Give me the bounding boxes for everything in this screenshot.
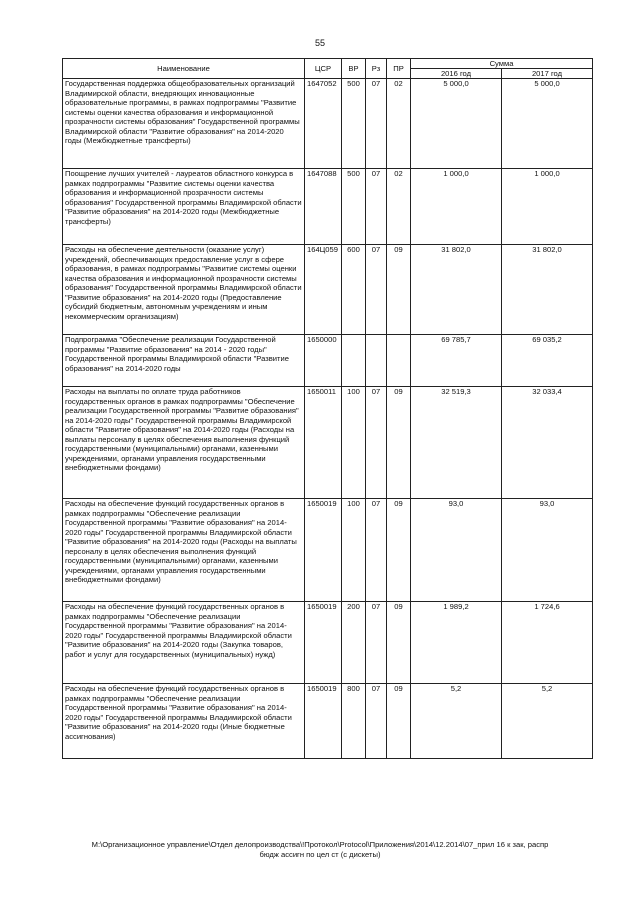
table-body [63,79,593,759]
row-sum-2016: 1 989,2 [411,602,502,684]
header-sum: Сумма [411,59,593,69]
table-row [63,335,593,387]
row-rz: 07 [366,684,387,759]
row-name: Расходы на обеспечение функций государственных органов в рамках подпрограммы "Обеспечение реализации Государственной программы "Развитие образования" на 2014-2020 годы" Государственной программы Владимирской области "Развитие образования" на 2014-2020 годы (Закупка товаров, работ и услуг для государственных (муниципальных) нужд) [63,602,305,684]
row-csr: 1650000 [305,335,342,387]
row-csr: 1650019 [305,499,342,602]
row-pr: 02 [387,79,411,169]
header-pr: ПР [387,59,411,79]
row-pr: 02 [387,169,411,245]
table-row [63,684,593,759]
row-rz: 07 [366,169,387,245]
row-name: Поощрение лучших учителей - лауреатов областного конкурса в рамках подпрограммы "Развитие системы оценки качества образования и информационной прозрачности системы образования" Государственной программы Владимирской области "Развитие образования" на 2014-2020 годы (Межбюджетные трансферты) [63,169,305,245]
table-row [63,245,593,335]
row-rz: 07 [366,387,387,499]
row-name: Подпрограмма "Обеспечение реализации Государственной программы "Развитие образования" на 2014 - 2020 годы" Государственной программы Владимирской области "Развитие образования" на 2014-2020 годы [63,335,305,387]
row-csr: 164Ц059 [305,245,342,335]
row-sum-2017: 1 724,6 [502,602,593,684]
row-name: Расходы на выплаты по оплате труда работников государственных органов в рамках подпрограммы "Обеспечение реализации Государственной программы "Развитие образования" на 2014-2020 годы" Государственной программы Владимирской области "Развитие образования" на 2014-2020 годы (Расходы на выплаты персоналу в целях обеспечения выполнения функций государственными (муниципальными) органами, казенными учреждениями, органами управления государственными внебюджетными фондами) [63,387,305,499]
table-row [63,499,593,602]
row-sum-2016: 5,2 [411,684,502,759]
row-sum-2017: 93,0 [502,499,593,602]
row-sum-2017: 5 000,0 [502,79,593,169]
footer-path-line-2: бюдж ассигн по цел ст (с дискеты) [259,850,381,859]
row-pr: 09 [387,499,411,602]
row-vr: 100 [342,499,366,602]
row-sum-2017: 5,2 [502,684,593,759]
footer-file-path [0,840,640,860]
footer-path-line-1: М:\Организационное управление\Отдел делопроизводства\!Протокол\Protocol\Приложения\2014\12.2014\07_прил 16 к зак, распр [91,840,549,849]
row-pr: 09 [387,684,411,759]
row-vr [342,335,366,387]
row-csr: 1650019 [305,684,342,759]
row-csr: 1650019 [305,602,342,684]
row-sum-2017: 31 802,0 [502,245,593,335]
row-sum-2016: 31 802,0 [411,245,502,335]
row-rz: 07 [366,499,387,602]
row-pr [387,335,411,387]
table-row [63,602,593,684]
table-header [63,59,593,79]
header-row [63,59,593,69]
row-sum-2016: 5 000,0 [411,79,502,169]
table-row [63,387,593,499]
budget-table [62,58,593,759]
header-year-2016: 2016 год [411,69,502,79]
row-rz [366,335,387,387]
row-vr: 800 [342,684,366,759]
header-name: Наименование [63,59,305,79]
row-rz: 07 [366,245,387,335]
table-row [63,169,593,245]
header-year-2017: 2017 год [502,69,593,79]
row-name: Расходы на обеспечение деятельности (оказание услуг) учреждений, обеспечивающих предоставление услуг в сфере образования, в рамках подпрограммы "Развитие системы оценки качества образования и информационной прозрачности системы образования" Государственной программы Владимирской области "Развитие образования" на 2014-2020 годы (Предоставление субсидий бюджетным, автономным учреждениям и иным некоммерческим организациям) [63,245,305,335]
table-row [63,79,593,169]
row-sum-2016: 32 519,3 [411,387,502,499]
row-vr: 500 [342,79,366,169]
row-sum-2017: 69 035,2 [502,335,593,387]
row-sum-2017: 1 000,0 [502,169,593,245]
row-sum-2017: 32 033,4 [502,387,593,499]
page-number: 55 [314,38,325,48]
row-csr: 1647052 [305,79,342,169]
row-name: Расходы на обеспечение функций государственных органов в рамках подпрограммы "Обеспечение реализации Государственной программы "Развитие образования" на 2014-2020 годы" Государственной программы Владимирской области "Развитие образования" на 2014-2020 годы (Расходы на выплаты персоналу в целях обеспечения выполнения функций государственными (муниципальными) органами, казенными учреждениями, органами управления государственными внебюджетными фондами) [63,499,305,602]
row-vr: 500 [342,169,366,245]
row-vr: 600 [342,245,366,335]
row-pr: 09 [387,602,411,684]
row-vr: 200 [342,602,366,684]
row-name: Государственная поддержка общеобразовательных организаций Владимирской области, внедряющих инновационные образовательные программы, в рамках подпрограммы "Развитие системы оценки качества образования и информационной прозрачности системы образования" Государственной программы Владимирской области "Развитие образования" на 2014-2020 годы (Межбюджетные трансферты) [63,79,305,169]
row-pr: 09 [387,387,411,499]
row-vr: 100 [342,387,366,499]
row-csr: 1647088 [305,169,342,245]
row-sum-2016: 93,0 [411,499,502,602]
row-sum-2016: 1 000,0 [411,169,502,245]
row-pr: 09 [387,245,411,335]
header-vr: ВР [342,59,366,79]
row-csr: 1650011 [305,387,342,499]
row-sum-2016: 69 785,7 [411,335,502,387]
row-rz: 07 [366,602,387,684]
header-csr: ЦСР [305,59,342,79]
row-name: Расходы на обеспечение функций государственных органов в рамках подпрограммы "Обеспечение реализации Государственной программы "Развитие образования" на 2014-2020 годы" Государственной программы Владимирской области "Развитие образования" на 2014-2020 годы (Иные бюджетные ассигнования) [63,684,305,759]
header-rz: Рз [366,59,387,79]
row-rz: 07 [366,79,387,169]
